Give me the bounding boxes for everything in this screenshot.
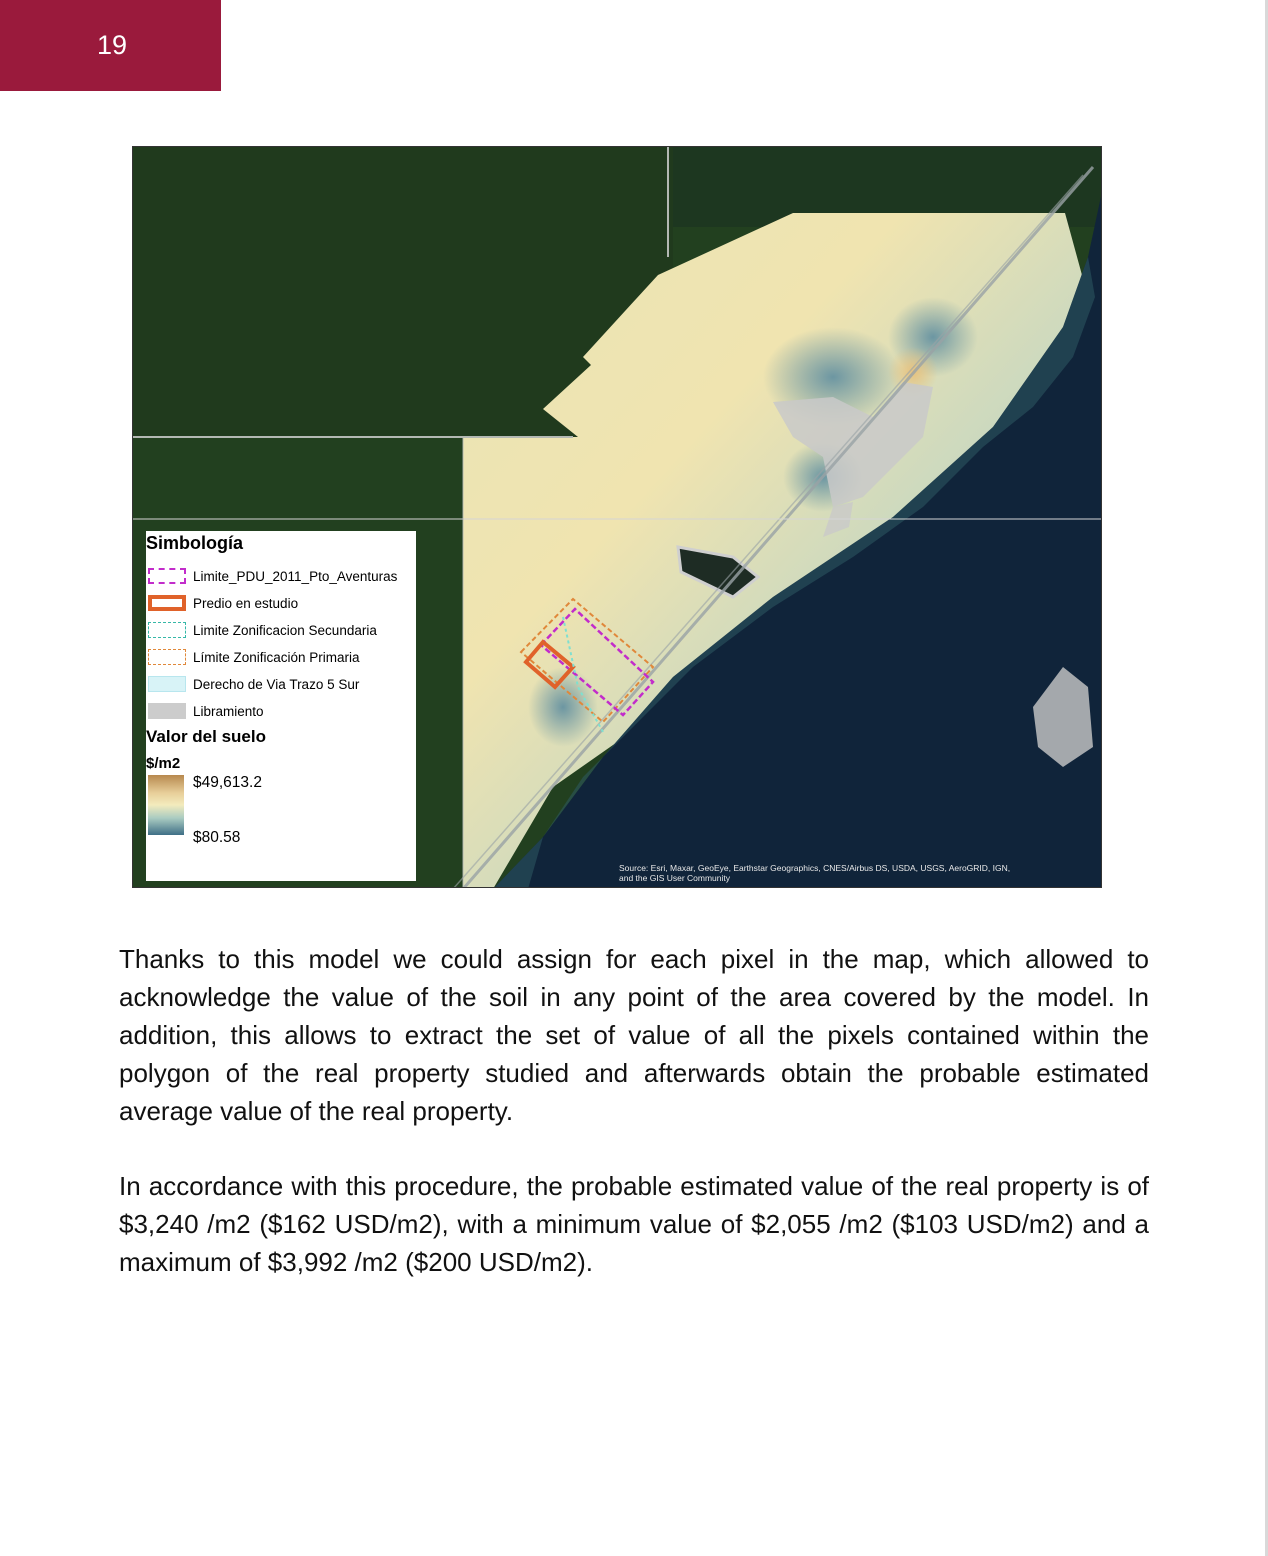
map-source-credits: Source: Esri, Maxar, GeoEye, Earthstar Geographics, CNES/Airbus DS, USDA, USGS, AeroGRID, IGN, and the GIS User Community bbox=[619, 863, 1011, 883]
bypass-swatch bbox=[148, 703, 186, 719]
legend-item-secondary-zoning: Limite Zonificacion Secundaria bbox=[146, 619, 377, 641]
legend-title: Simbología bbox=[146, 533, 244, 553]
primary-zoning-swatch bbox=[148, 649, 186, 665]
right-of-way-swatch bbox=[148, 676, 186, 692]
legend-item-right-of-way: Derecho de Via Trazo 5 Sur bbox=[146, 673, 359, 695]
secondary-zoning-swatch bbox=[148, 622, 186, 638]
land-value-max: $49,613.2 bbox=[193, 774, 262, 791]
legend-item-pdu-limit: Limite_PDU_2011_Pto_Aventuras bbox=[146, 565, 397, 587]
study-parcel-swatch bbox=[148, 595, 186, 611]
paragraph-model: Thanks to this model we could assign for each pixel in the map, which allowed to acknowledge the value of the soil in any point of the area covered by the model. In addition, this allows to extract the set of value of all the pixels contained within the polygon of the real property studied and afterwards obtain the probable estimated average value of the real property. bbox=[119, 944, 1149, 1126]
pdu-limit-swatch bbox=[148, 568, 186, 584]
legend-item-study-parcel: Predio en estudio bbox=[146, 592, 298, 614]
legend-item-bypass: Libramiento bbox=[146, 700, 264, 722]
land-value-title: Valor del suelo bbox=[146, 727, 266, 746]
body-text bbox=[119, 940, 1149, 1318]
land-value-unit: $/m2 bbox=[146, 755, 181, 772]
page-number: 19 bbox=[97, 30, 128, 60]
land-value-min: $80.58 bbox=[193, 829, 241, 846]
paragraph-estimate: In accordance with this procedure, the probable estimated value of the real property is of $3,240 /m2 ($162 USD/m2), with a minimum value of $2,055 /m2 ($103 USD/m2) and a maximum of $3,992 /m2 ($200 USD/m2). bbox=[119, 1171, 1149, 1277]
legend-item-primary-zoning: Límite Zonificación Primaria bbox=[146, 646, 360, 668]
map-legend bbox=[146, 531, 416, 881]
land-value-map bbox=[132, 146, 1102, 888]
land-value-color-ramp bbox=[148, 775, 184, 835]
page-number-tab bbox=[0, 0, 221, 91]
